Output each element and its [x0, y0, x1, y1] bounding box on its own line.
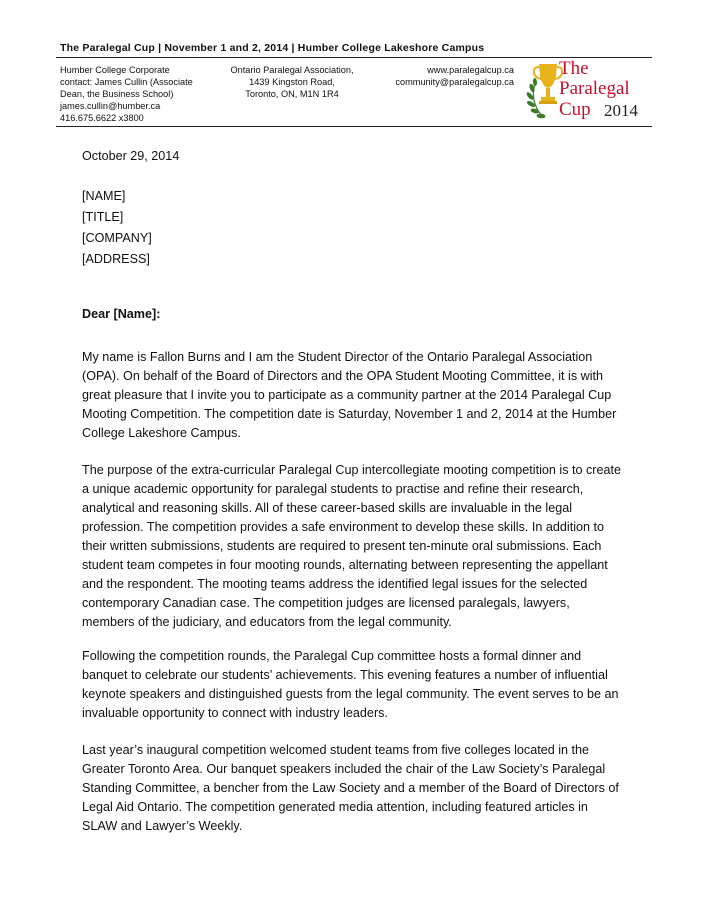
website-link[interactable]: www.paralegalcup.ca: [427, 65, 514, 75]
contact-line: Toronto, ON, M1N 1R4: [245, 89, 339, 99]
header-rule-bottom: [56, 126, 652, 127]
recipient-name: [NAME]: [82, 189, 126, 203]
contact-line: contact: James Cullin (Associate: [60, 77, 193, 87]
contact-block-opa: [222, 64, 362, 100]
contact-line: Ontario Paralegal Association,: [230, 65, 354, 75]
contact-phone: 416.675.6622 x3800: [60, 113, 144, 123]
paragraph-last-year: Last year’s inaugural competition welcomed student teams from five colleges located in the Greater Toronto Area. Our banquet speakers included the chair of the Law Society’s Paralegal Standing Committee, a bencher from the Law Society and a member of the Board of Directors of Legal Aid Ontario. The competition generated media attention, including featured articles in SLAW and Lawyer’s Weekly.: [82, 743, 619, 833]
contact-line: Humber College Corporate: [60, 65, 170, 75]
paragraph-banquet: Following the competition rounds, the Paralegal Cup committee hosts a formal dinner and banquet to celebrate our students’ achievements. This evening features a number of influential keynote speakers and distinguished guests from the legal community. The event serves to be an invaluable opportunity to connect with industry leaders.: [82, 649, 619, 720]
recipient-address: [82, 186, 622, 270]
logo-text-year: 2014: [604, 101, 638, 120]
contact-block-web: [372, 64, 514, 88]
contact-line: Dean, the Business School): [60, 89, 174, 99]
email-link[interactable]: community@paralegalcup.ca: [395, 77, 514, 87]
paragraph-purpose: The purpose of the extra-curricular Paralegal Cup intercollegiate mooting competition is to create a unique academic opportunity for paralegal students to practise and refine their research, analytical and reasoning skills. All of these career-based skills are invaluable in the legal profession. The competition provides a safe environment to develop these skills. In addition to their written submissions, students are required to present ten-minute oral submissions. Each student team competes in four mooting rounds, alternating between representing the appellant and the respondent. The mooting teams address the identified legal issues for the selected contemporary Canadian case. The competition judges are licensed paralegals, lawyers, members of the judiciary, and educators from the legal community.: [82, 463, 622, 629]
paralegal-cup-logo: [526, 58, 656, 126]
logo-text-the: The: [559, 58, 589, 79]
letter-date: October 29, 2014: [82, 149, 180, 163]
contact-line: 1439 Kingston Road,: [249, 77, 335, 87]
logo-text-cup: Cup: [559, 99, 591, 120]
salutation: Dear [Name]:: [82, 307, 161, 321]
header-title: The Paralegal Cup | November 1 and 2, 2014 | Humber College Lakeshore Campus: [60, 42, 485, 54]
recipient-title: [TITLE]: [82, 210, 124, 224]
recipient-address-line: [ADDRESS]: [82, 252, 150, 266]
logo-text-paralegal: Paralegal: [559, 78, 630, 99]
contact-email: james.cullin@humber.ca: [60, 101, 161, 111]
paragraph-introduction: My name is Fallon Burns and I am the Student Director of the Ontario Paralegal Association (OPA). On behalf of the Board of Directors and the OPA Student Mooting Committee, it is with great pleasure that I invite you to participate as a community partner at the 2014 Paralegal Cup Mooting Competition. The competition date is Saturday, November 1 and 2, 2014 at the Humber College Lakeshore Campus.: [82, 350, 617, 440]
recipient-company: [COMPANY]: [82, 231, 152, 245]
contact-block-humber: [60, 64, 193, 124]
